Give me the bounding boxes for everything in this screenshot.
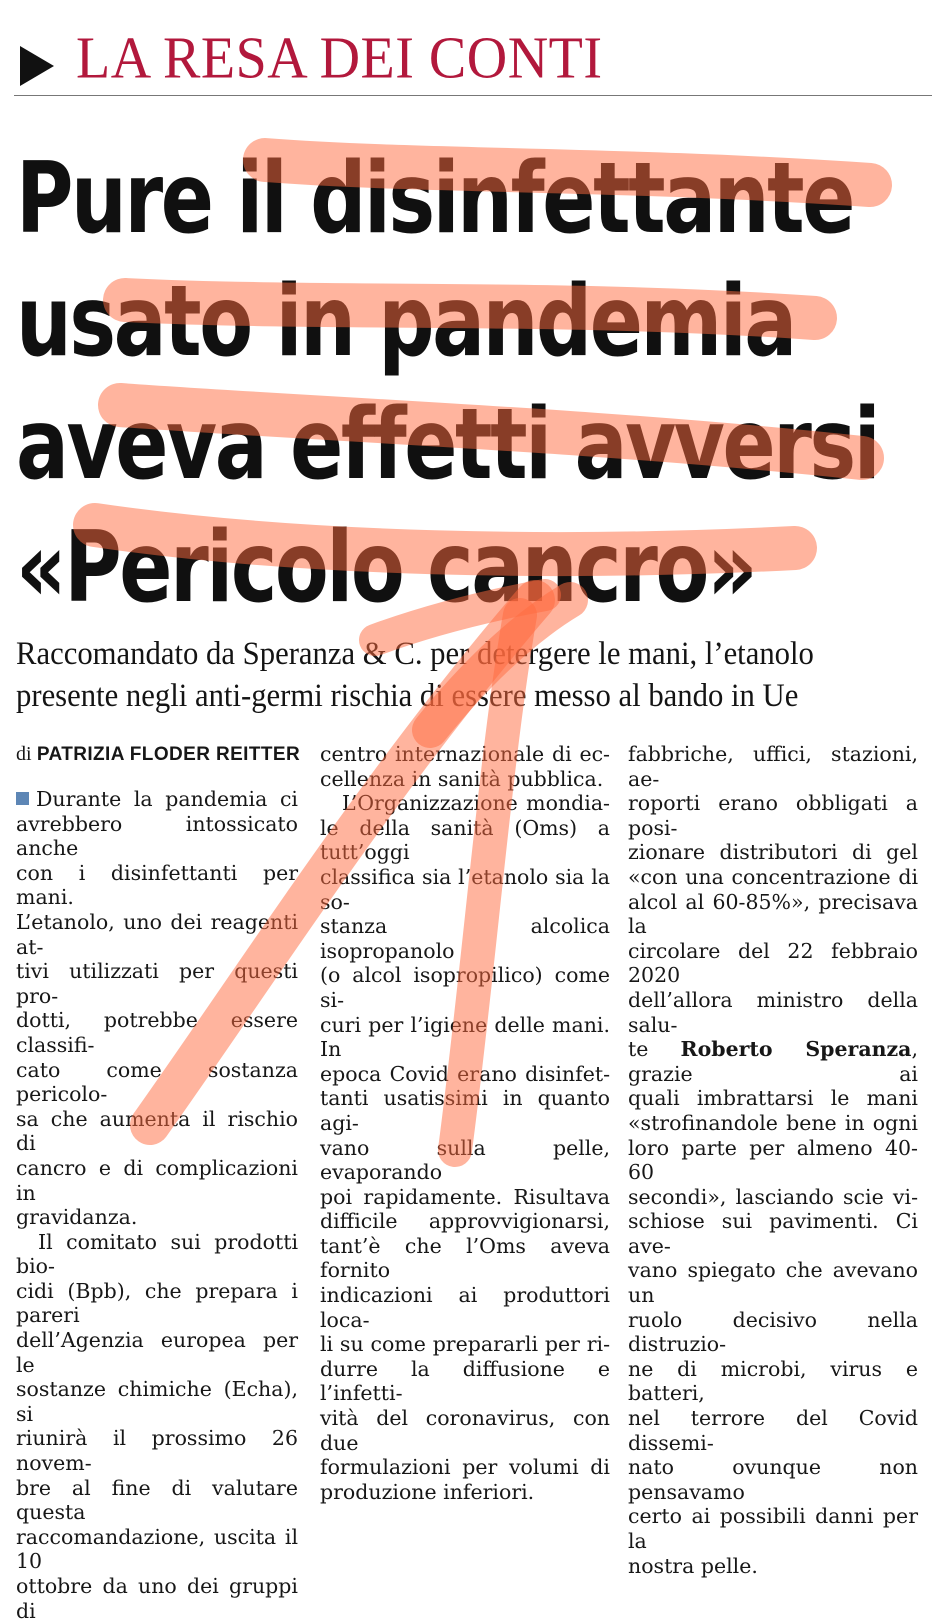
paragraph-line: tant’è che l’Oms aveva fornito <box>320 1233 610 1283</box>
paragraph-line: Il comitato sui prodotti bio- <box>16 1229 298 1279</box>
paragraph-line: li su come prepararli per ri- <box>320 1332 610 1357</box>
paragraph-line: dotti, potrebbe essere classifi- <box>16 1008 298 1057</box>
section-kicker <box>14 26 932 92</box>
byline-prefix: di <box>16 743 32 765</box>
paragraph-line: tivi utilizzati per questi pro- <box>16 959 298 1008</box>
section-divider <box>14 95 932 96</box>
paragraph-line: dell’allora ministro della salu- <box>628 987 918 1037</box>
paragraph-line: cancro e di complicazioni in <box>16 1155 298 1205</box>
paragraph-line: vità del coronavirus, con due <box>320 1406 610 1455</box>
paragraph-line: L’etanolo, uno dei reagenti at- <box>16 909 298 959</box>
triangle-arrow-icon <box>20 46 54 86</box>
paragraph-line: roporti erano obbligati a posi- <box>628 791 918 840</box>
headline-line: usato in pandemia <box>16 265 795 379</box>
paragraph-line <box>628 1037 918 1086</box>
paragraph-line: certo ai possibili danni per la <box>628 1504 918 1553</box>
paragraph-line: durre la diffusione e l’infetti- <box>320 1356 610 1406</box>
article-column-2 <box>320 742 610 1504</box>
paragraph-line: fabbriche, uffici, stazioni, ae- <box>628 742 918 791</box>
paragraph-line: dell’Agenzia europea per le <box>16 1328 298 1377</box>
paragraph-line: sostanze chimiche (Echa), si <box>16 1377 298 1426</box>
paragraph-line: cidi (Bpb), che prepara i pareri <box>16 1278 298 1328</box>
paragraph-line: secondi», lasciando scie vi- <box>628 1184 918 1209</box>
paragraph-line: zionare distributori di gel <box>628 840 918 865</box>
paragraph-text: , grazie ai <box>628 1037 918 1086</box>
paragraph-line: schiose sui pavimenti. Ci ave- <box>628 1209 918 1258</box>
paragraph-line: vano sulla pelle, evaporando <box>320 1135 610 1185</box>
paragraph-line: centro internazionale di ec- <box>320 742 610 766</box>
paragraph-bullet-icon <box>16 792 29 805</box>
paragraph-line: tanti usatissimi in quanto agi- <box>320 1086 610 1135</box>
paragraph-line: indicazioni ai produttori loca- <box>320 1283 610 1332</box>
paragraph-line: poi rapidamente. Risultava <box>320 1184 610 1209</box>
headline-line: «Pericolo cancro» <box>16 511 756 625</box>
paragraph-line: avrebbero intossicato anche <box>16 811 298 861</box>
paragraph-line: con i disinfettanti per mani. <box>16 860 298 910</box>
paragraph-line: loro parte per almeno 40-60 <box>628 1135 918 1185</box>
paragraph-line: sa che aumenta il rischio di <box>16 1106 298 1156</box>
byline-author: PATRIZIA FLODER REITTER <box>36 744 301 765</box>
paragraph-text: te <box>628 1037 681 1062</box>
byline <box>16 742 301 767</box>
paragraph-line: (o alcol isopropilico) come si- <box>320 963 610 1012</box>
paragraph-line: cato come sostanza pericolo- <box>16 1057 298 1107</box>
paragraph-line: stanza alcolica isopropanolo <box>320 914 610 963</box>
paragraph-line: «con una concentrazione di <box>628 864 918 889</box>
paragraph-line: Durante la pandemia ci <box>16 787 298 812</box>
paragraph-line: ne di microbi, virus e batteri, <box>628 1356 918 1406</box>
paragraph-line: quali imbrattarsi le mani <box>628 1086 918 1111</box>
paragraph-line: nostra pelle. <box>628 1553 758 1578</box>
paragraph-line: ruolo decisivo nella distruzio- <box>628 1307 918 1357</box>
subheadline-line: Raccomandato da Speranza & C. per detergere le mani, l’etanolo <box>16 636 814 672</box>
headline <box>16 138 926 630</box>
paragraph-line: bre al fine di valutare questa <box>16 1475 298 1525</box>
paragraph-line: L’Organizzazione mondia- <box>342 791 610 816</box>
paragraph-line: nato ovunque non pensavamo <box>628 1455 918 1504</box>
kicker-label: LA RESA DEI CONTI <box>76 26 603 92</box>
paragraph-line: produzione inferiori. <box>320 1479 535 1504</box>
paragraph-line: classifica sia l’etanolo sia la so- <box>320 864 610 914</box>
paragraph-line: le della sanità (Oms) a tutt’oggi <box>320 815 610 865</box>
paragraph-line: vano spiegato che avevano un <box>628 1258 918 1308</box>
paragraph-line: curi per l’igiene delle mani. In <box>320 1012 610 1062</box>
paragraph-line: epoca Covid erano disinfet- <box>320 1061 610 1086</box>
paragraph-line: riunirà il prossimo 26 novem- <box>16 1426 298 1476</box>
paragraph-line: ottobre da uno dei gruppi di <box>16 1574 298 1623</box>
subheadline-line: presente negli anti-germi rischia di essere messo al bando in Ue <box>16 678 799 714</box>
paragraph-line: circolare del 22 febbraio 2020 <box>628 938 918 988</box>
paragraph-line: alcol al 60-85%», precisava la <box>628 889 918 939</box>
headline-line: Pure il disinfettante <box>16 142 853 256</box>
headline-line: aveva effetti avversi <box>16 388 879 502</box>
paragraph-line: difficile approvvigionarsi, <box>320 1209 610 1234</box>
paragraph-line: cellenza in sanità pubblica. <box>320 766 604 791</box>
paragraph-line: formulazioni per volumi di <box>320 1455 610 1480</box>
paragraph-line: gravidanza. <box>16 1205 138 1230</box>
subheadline <box>16 633 926 717</box>
article-column-1 <box>16 742 301 1623</box>
paragraph-line: raccomandazione, uscita il 10 <box>16 1524 298 1574</box>
person-name: Roberto Speranza <box>680 1037 912 1062</box>
paragraph-line: nel terrore del Covid dissemi- <box>628 1406 918 1455</box>
article-column-3 <box>628 742 918 1578</box>
paragraph-line: «strofinandole bene in ogni <box>628 1110 918 1135</box>
